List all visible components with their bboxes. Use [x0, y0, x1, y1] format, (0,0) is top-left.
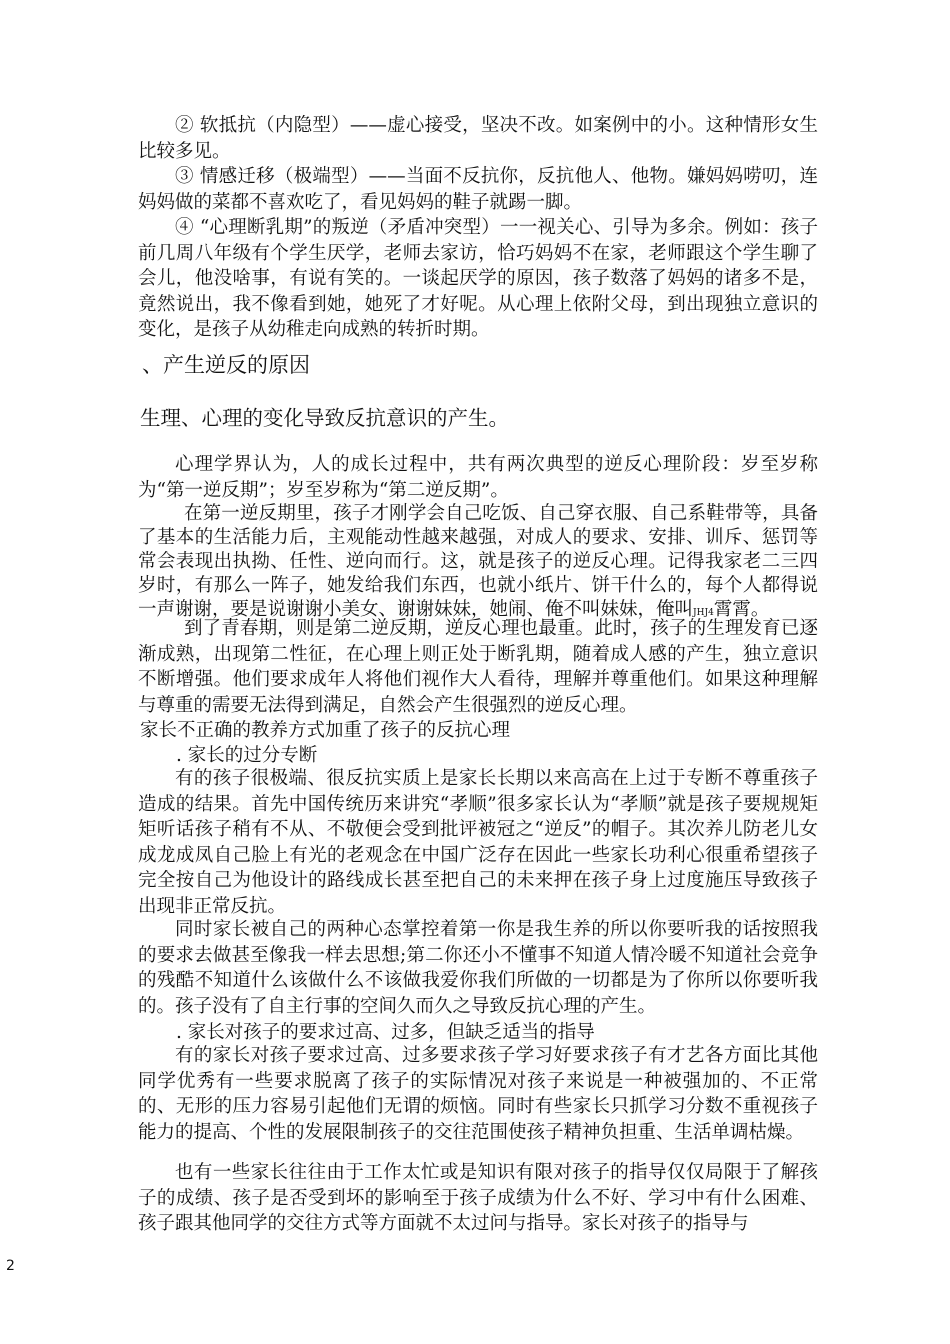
item-heading-high-demands: . 家长对孩子的要求过高、过多，但缺乏适当的指导 — [176, 1022, 595, 1043]
paragraph-first-period — [138, 502, 818, 625]
paragraph-two-periods: 心理学界认为，人的成长过程中，共有两次典型的逆反心理阶段：岁至岁称为“第一逆反期”；岁至岁称为“第二逆反期”。 — [138, 454, 818, 501]
paragraph-emotional-transfer: ③ 情感迁移（极端型）——当面不反抗你，反抗他人、他物。嫌妈妈唠叨，连妈妈做的菜都不喜欢吃了，看见妈妈的鞋子就踢一脚。 — [138, 166, 818, 213]
subsection-heading-parenting: 家长不正确的教养方式加重了孩子的反抗心理 — [140, 720, 511, 741]
paragraph-two-mindsets: 同时家长被自己的两种心态掌控着第一你是我生养的所以你要听我的话按照我的要求去做甚至像我一样去思想;第二你还小不懂事不知道人情冷暖不知道社会竞争的残酷不知道什么该做什么不该做我爱你我们所做的一切都是为了你所以你要听我的。孩子没有了自主行事的空间久而久之导致反抗心理的产生。 — [138, 919, 818, 1017]
subsection-heading-physiology: 生理、心理的变化导致反抗意识的产生。 — [140, 406, 509, 430]
section-heading-causes: 、产生逆反的原因 — [142, 353, 310, 377]
paragraph-soft-resistance: ② 软抵抗（内隐型）——虚心接受，坚决不改。如案例中的小。这种情形女生比较多见。 — [138, 115, 818, 162]
paragraph-weaning-rebellion: ④ “心理断乳期”的叛逆（矛盾冲突型）一一视关心、引导为多余。例如：孩子前几周八年级有个学生厌学，老师去家访，恰巧妈妈不在家，老师跟这个学生聊了会儿，他没啥事，有说有笑的。一谈起厌学的原因，孩子数落了妈妈的诸多不是，竟然说出，我不像看到她，她死了才好呢。从心理上依附父母，到出现独立意识的变化，是孩子从幼稚走向成熟的转折时期。 — [138, 217, 818, 340]
paragraph-autocracy: 有的孩子很极端、很反抗实质上是家长长期以来高高在上过于专断不尊重孩子造成的结果。首先中国传统历来讲究“孝顺”很多家长认为“孝顺”就是孩子要规规矩矩听话孩子稍有不从、不敬便会受到批评被冠之“逆反”的帽子。其次养儿防老儿女成龙成凤自己脸上有光的老观念在中国广泛存在因此一些家长功利心很重希望孩子完全按自己为他设计的路线成长甚至把自己的未来押在孩子身上过度施压导致孩子出现非正常反抗。 — [138, 768, 818, 917]
first-period-tail: 霄霄。 — [713, 599, 770, 620]
paragraph-second-period: 到了青春期，则是第二逆反期，逆反心理也最重。此时，孩子的生理发育已逐渐成熟，出现第二性征，在心理上则正处于断乳期，随着成人感的产生，独立意识不断增强。他们要求成年人将他们视作大人看待，理解并尊重他们。如果这种理解与尊重的需要无法得到满足，自然会产生很强烈的逆反心理。 — [138, 618, 818, 716]
paragraph-lack-guidance: 也有一些家长往往由于工作太忙或是知识有限对孩子的指导仅仅局限于了解孩子的成绩、孩子是否受到坏的影响至于孩子成绩为什么不好、学习中有什么困难、孩子跟其他同学的交往方式等方面就不太过问与指导。家长对孩子的指导与 — [138, 1162, 818, 1234]
paragraph-high-demands: 有的家长对孩子要求过高、过多要求孩子学习好要求孩子有才艺各方面比其他同学优秀有一些要求脱离了孩子的实际情况对孩子来说是一种被强加的、不正常的、无形的压力容易引起他们无谓的烦恼。同时有些家长只抓学习分数不重视孩子能力的提高、个性的发展限制孩子的交往范围使孩子精神负担重、生活单调枯燥。 — [138, 1045, 818, 1143]
stray-mark: JHJ4 — [693, 608, 714, 618]
page-number: 2 — [6, 1258, 15, 1274]
first-period-text: 在第一逆反期里，孩子才刚学会自己吃饭、自己穿衣服、自己系鞋带等，具备了基本的生活能力后，主观能动性越来越强，对成人的要求、安排、训斥、惩罚等常会表现出执拗、任性、逆向而行。这，就是孩子的逆反心理。记得我家老二三四岁时，有那么一阵子，她发给我们东西，也就小纸片、饼干什么的，每个人都得说一声谢谢，要是说谢谢小美女、谢谢妹妹，她闹、俺不叫妹妹，俺叫 — [138, 503, 818, 620]
item-heading-autocracy: . 家长的过分专断 — [176, 745, 318, 766]
